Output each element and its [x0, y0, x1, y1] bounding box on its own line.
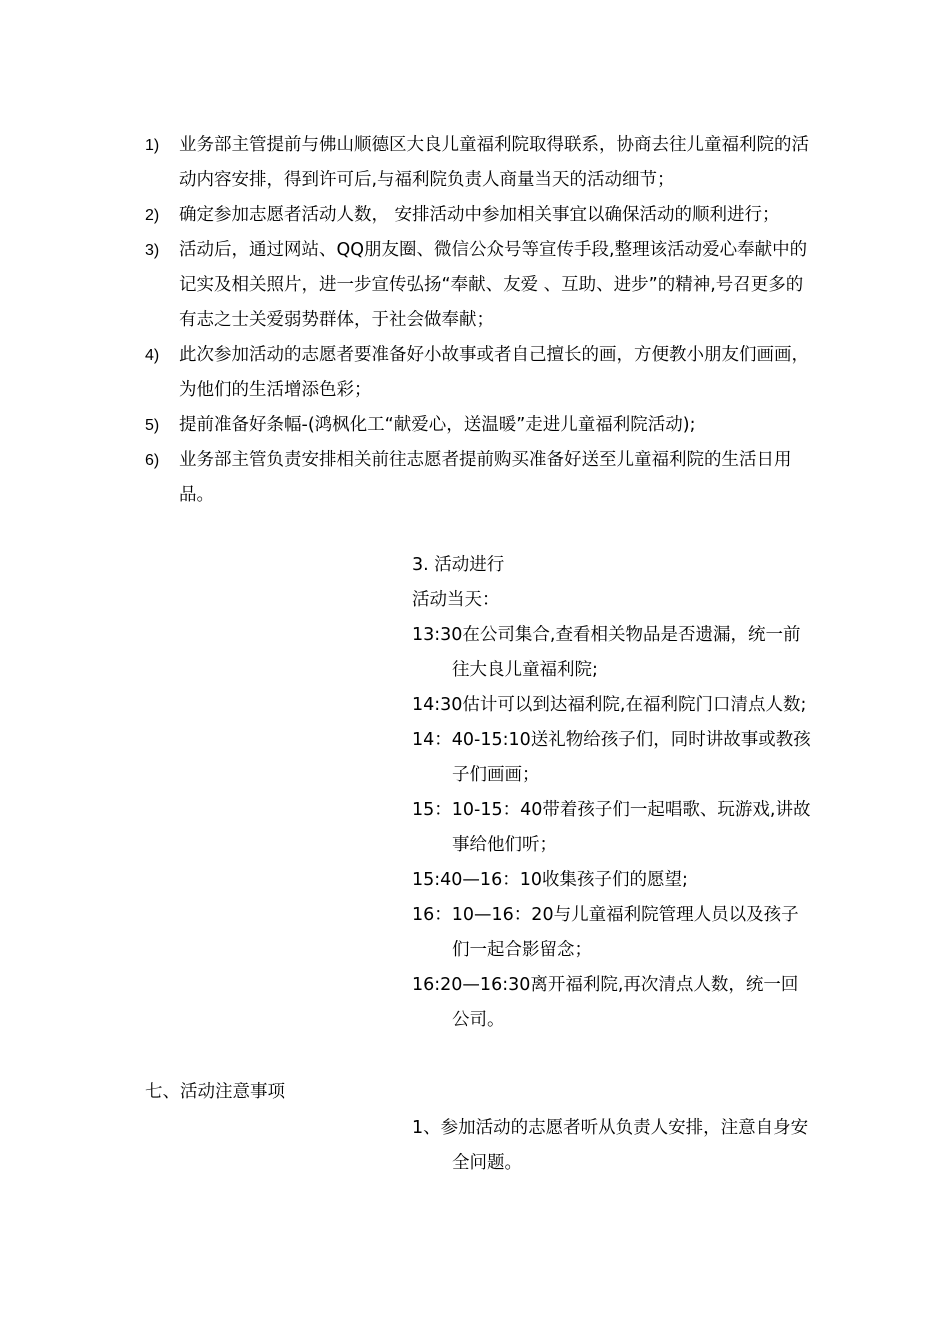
list-item [145, 443, 815, 513]
schedule-day-label: 活动当天： [412, 590, 500, 610]
schedule-heading: 3. 活动进行 [412, 555, 505, 575]
list-marker: 3) [145, 242, 160, 259]
list-item [145, 408, 815, 443]
list-item [145, 338, 815, 408]
note-item: 1、参加活动的志愿者听从负责人安排，注意自身安全问题。 [412, 1118, 809, 1173]
schedule-item: 16：10—16：20与儿童福利院管理人员以及孩子们一起合影留念； [412, 905, 799, 960]
schedule-item: 15：10-15：40带着孩子们一起唱歌、玩游戏,讲故事给他们听； [412, 800, 811, 855]
notes-block [412, 1111, 812, 1181]
schedule-item: 13:30在公司集合,查看相关物品是否遗漏，统一前往大良儿童福利院; [412, 625, 801, 680]
list-marker: 6) [145, 452, 160, 469]
list-item-text: 业务部主管负责安排相关前往志愿者提前购买准备好送至儿童福利院的生活日用品。 [179, 450, 792, 505]
section-heading: 七、活动注意事项 [145, 1082, 285, 1102]
list-item-text: 活动后，通过网站、QQ朋友圈、微信公众号等宣传手段,整理该活动爱心奉献中的记实及相关照片，进一步宣传弘扬“奉献、友爱 、互助、进步”的精神,号召更多的有志之士关爱弱势群体，于社会做奉献； [179, 240, 808, 330]
schedule-item: 16:20—16:30离开福利院,再次清点人数，统一回公司。 [412, 975, 799, 1030]
schedule-item: 14:30估计可以到达福利院,在福利院门口清点人数; [412, 695, 807, 715]
list-item [145, 198, 815, 233]
preparation-list [145, 128, 815, 513]
list-item-text: 业务部主管提前与佛山顺德区大良儿童福利院取得联系，协商去往儿童福利院的活动内容安排，得到许可后,与福利院负责人商量当天的活动细节； [179, 135, 809, 190]
list-marker: 5) [145, 417, 160, 434]
list-marker: 1) [145, 137, 160, 154]
list-marker: 2) [145, 207, 160, 224]
list-item [145, 128, 815, 198]
list-item-text: 此次参加活动的志愿者要准备好小故事或者自己擅长的画，方便教小朋友们画画，为他们的生活增添色彩； [179, 345, 809, 400]
schedule-item: 15:40—16：10收集孩子们的愿望; [412, 870, 688, 890]
schedule-item: 14：40-15:10送礼物给孩子们，同时讲故事或教孩子们画画； [412, 730, 811, 785]
list-marker: 4) [145, 347, 160, 364]
list-item-text: 确定参加志愿者活动人数， 安排活动中参加相关事宜以确保活动的顺利进行； [179, 205, 780, 225]
list-item-text: 提前准备好条幅-(鸿枫化工“献爱心，送温暖”走进儿童福利院活动); [179, 415, 696, 435]
schedule-block [412, 548, 812, 1038]
list-item [145, 233, 815, 338]
